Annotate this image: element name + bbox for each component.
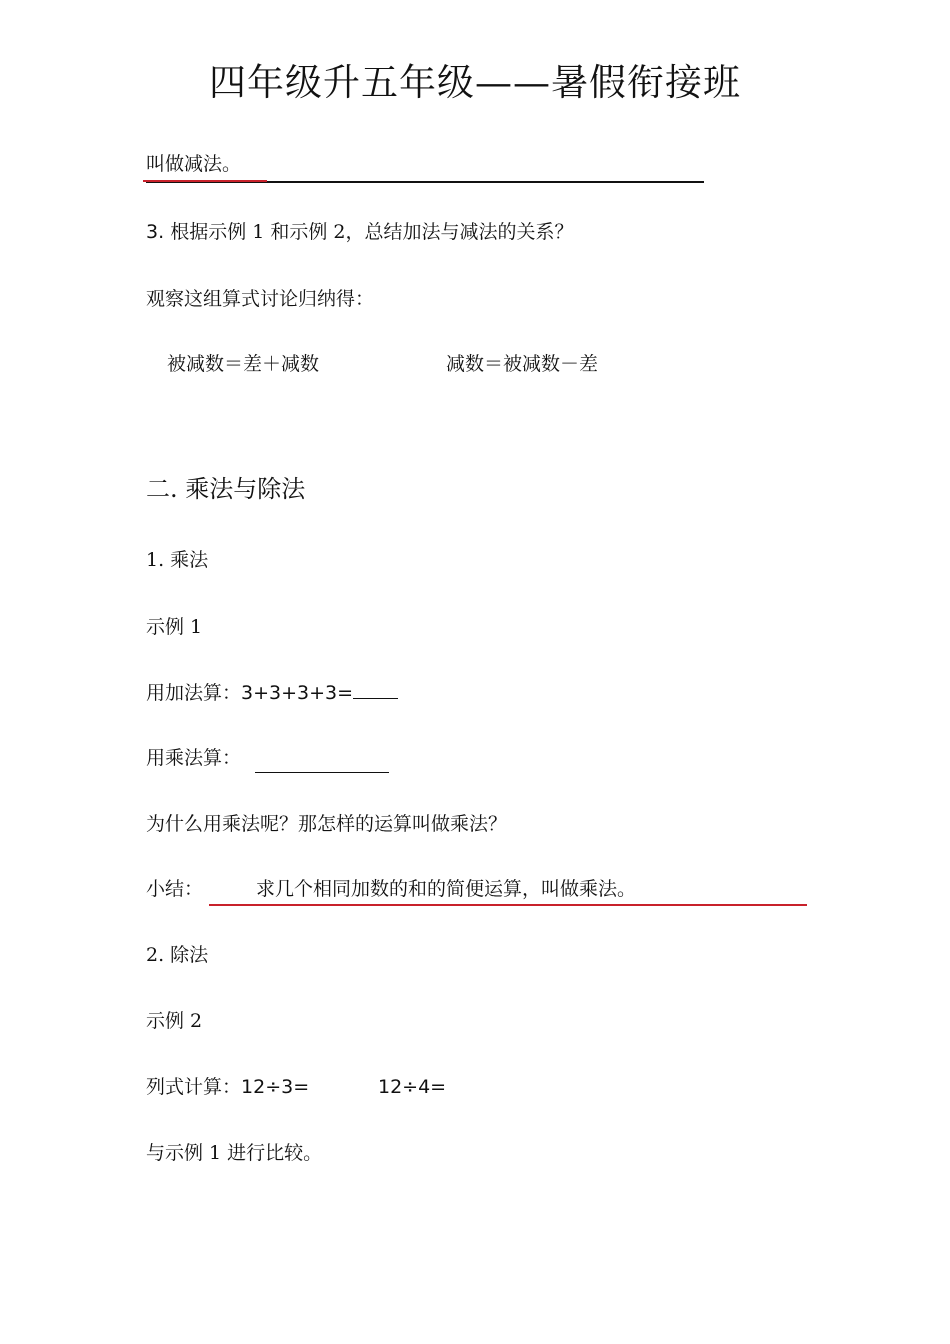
example-1-label: 示例 1	[146, 616, 203, 638]
formula-minuend: 被减数＝差＋减数	[167, 353, 320, 375]
question-3-text: 根据示例 1 和示例 2，总结加法与减法的关系？	[170, 221, 574, 243]
compare-instruction: 与示例 1 进行比较。	[146, 1142, 323, 1164]
question-3	[146, 220, 573, 244]
page-title: 四年级升五年级——暑假衔接班	[209, 61, 741, 104]
addition-calc-expression: 3+3+3+3=	[241, 682, 354, 704]
multiplication-answer-blank	[255, 772, 389, 773]
summary-label: 小结：	[146, 878, 204, 900]
formula-subtrahend: 减数＝被减数－差	[446, 353, 599, 375]
summary-red-underline	[209, 904, 807, 906]
example-2-label: 示例 2	[146, 1010, 203, 1032]
addition-calculation	[146, 680, 398, 705]
red-annotation-underline	[143, 180, 267, 182]
addition-answer-blank	[353, 680, 398, 699]
section-heading-multiplication-division: 二. 乘法与除法	[146, 475, 306, 503]
division-expression-2: 12÷4=	[378, 1076, 447, 1098]
question-3-number: 3.	[146, 221, 165, 243]
multiplication-calc-label: 用乘法算：	[146, 747, 242, 769]
division-expression-1: 12÷3=	[241, 1076, 310, 1098]
addition-calc-label: 用加法算：	[146, 682, 242, 704]
subtraction-definition-tail: 叫做减法。	[146, 153, 242, 175]
observe-instruction: 观察这组算式讨论归纳得：	[146, 288, 375, 310]
subheading-division: 2. 除法	[146, 944, 209, 966]
why-multiplication-question: 为什么用乘法呢？那怎样的运算叫做乘法？	[146, 813, 508, 835]
multiplication-calculation	[146, 746, 241, 770]
division-calc-label: 列式计算：	[146, 1076, 242, 1098]
subheading-multiplication: 1. 乘法	[146, 549, 209, 571]
summary-answer: 求几个相同加数的和的简便运算，叫做乘法。	[256, 878, 637, 900]
division-calculation	[146, 1075, 309, 1099]
